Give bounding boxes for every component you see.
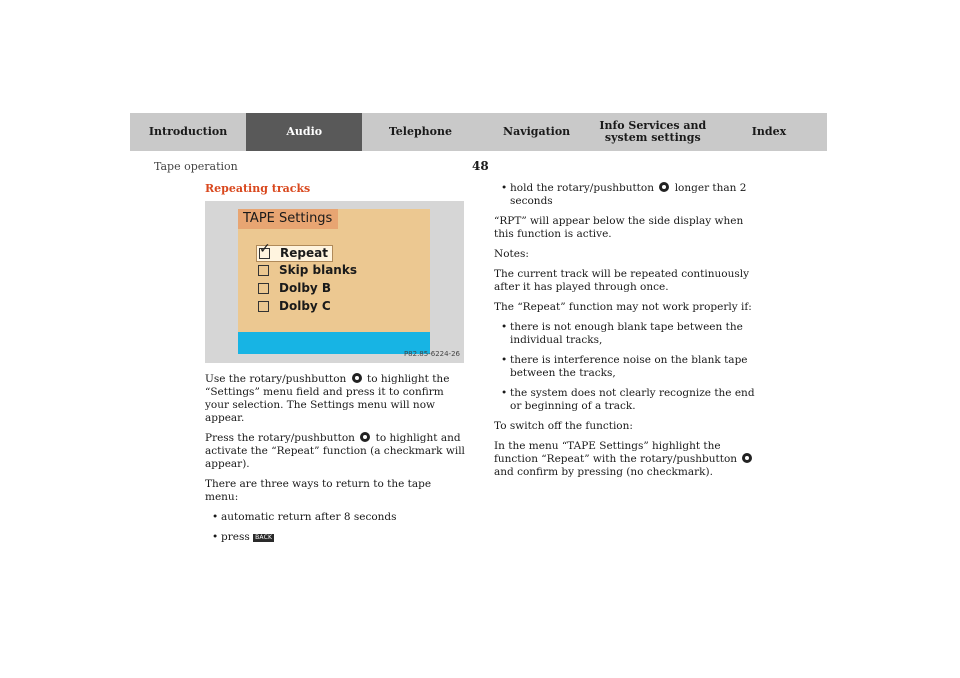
- list-item: • hold the rotary/pushbutton longer than 2 seconds: [494, 182, 762, 208]
- tab-navigation[interactable]: Navigation: [479, 113, 595, 151]
- list-item: • automatic return after 8 seconds: [205, 511, 467, 524]
- screen-title: TAPE Settings: [238, 209, 338, 229]
- option-label: Repeat: [280, 246, 328, 260]
- section-heading: Repeating tracks: [205, 182, 311, 195]
- paragraph: Use the rotary/pushbutton to highlight the “Settings” menu field and press it to confirm your selection. The Settings menu will now appear.: [205, 373, 450, 424]
- section-tabs: [130, 113, 827, 151]
- page-number: 48: [472, 159, 489, 173]
- option-label: Skip blanks: [279, 263, 357, 277]
- paragraph: In the menu “TAPE Settings” highlight the function “Repeat” with the rotary/pushbutton and confirm by pressing (no checkmark).: [494, 440, 762, 479]
- checkbox-icon: [258, 265, 269, 276]
- option-skip-blanks: [258, 264, 357, 277]
- option-label: Dolby B: [279, 281, 332, 295]
- checkbox-icon: [258, 301, 269, 312]
- left-column: [205, 182, 467, 551]
- figure-code: P82.85-6224-26: [403, 350, 460, 358]
- paragraph: There are three ways to return to the tape menu:: [205, 478, 432, 503]
- notes-label: Notes:: [494, 248, 529, 260]
- right-column: [494, 182, 762, 486]
- list-item: • there is not enough blank tape between the individual tracks,: [494, 321, 762, 347]
- paragraph: The “Repeat” function may not work properly if:: [494, 301, 752, 313]
- tab-audio[interactable]: Audio: [246, 113, 362, 151]
- rotary-knob-icon: [360, 432, 370, 442]
- tape-settings-figure: [205, 201, 464, 363]
- rotary-knob-icon: [659, 182, 669, 192]
- paragraph: The current track will be repeated continuously after it has played through once.: [494, 268, 750, 293]
- option-dolby-b: [258, 282, 331, 295]
- option-label: Dolby C: [279, 299, 331, 313]
- paragraph: “RPT” will appear below the side display when this function is active.: [494, 215, 744, 240]
- list-item: • there is interference noise on the blank tape between the tracks,: [494, 354, 762, 380]
- checkbox-checked-icon: ✓: [259, 241, 271, 257]
- display-screen: [238, 209, 430, 354]
- rotary-knob-icon: [352, 373, 362, 383]
- option-repeat: [256, 241, 333, 262]
- list-item: • press BACK: [205, 531, 467, 544]
- tab-telephone[interactable]: Telephone: [362, 113, 478, 151]
- status-bar: [238, 332, 430, 354]
- paragraph: Press the rotary/pushbutton to highlight and activate the “Repeat” function (a checkmark will appear).: [205, 432, 465, 470]
- tab-index[interactable]: Index: [711, 113, 827, 151]
- option-dolby-c: [258, 300, 331, 313]
- checkbox-icon: [258, 283, 269, 294]
- tab-info-services[interactable]: Info Services and system settings: [595, 113, 711, 151]
- tab-introduction[interactable]: Introduction: [130, 113, 246, 151]
- section-title: Tape operation: [154, 160, 238, 173]
- back-button-icon: BACK: [255, 534, 273, 541]
- paragraph: To switch off the function:: [494, 420, 633, 432]
- rotary-knob-icon: [742, 453, 752, 463]
- list-item: • the system does not clearly recognize the end or beginning of a track.: [494, 387, 762, 413]
